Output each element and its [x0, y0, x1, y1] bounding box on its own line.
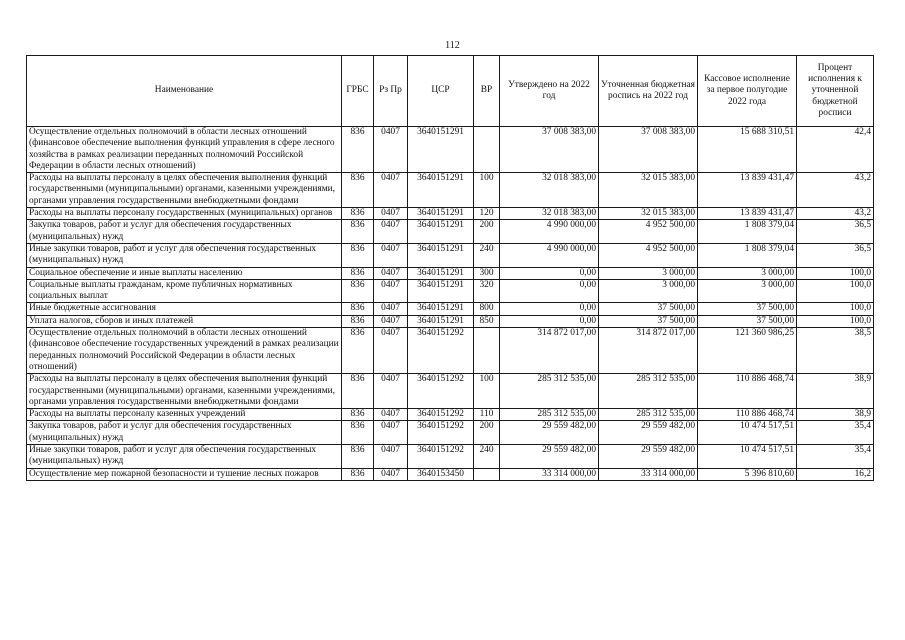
cell-cash: 13 839 431,47	[698, 208, 797, 220]
table-row	[27, 267, 874, 279]
cell-csr: 3640151291	[408, 303, 474, 315]
cell-csr: 3640151291	[408, 173, 474, 208]
cell-csr: 3640151292	[408, 421, 474, 445]
table-row	[27, 445, 874, 469]
table-row	[27, 421, 874, 445]
cell-approved: 285 312 535,00	[500, 374, 599, 409]
cell-grbs: 836	[342, 127, 374, 173]
header-refined: Уточненная бюджетная роспись на 2022 год	[599, 56, 698, 127]
cell-percent: 100,0	[797, 303, 874, 315]
cell-percent: 42,4	[797, 127, 874, 173]
cell-percent: 43,2	[797, 208, 874, 220]
table-row	[27, 220, 874, 244]
cell-refined: 3 000,00	[599, 267, 698, 279]
cell-name: Уплата налогов, сборов и иных платежей	[27, 315, 342, 327]
cell-rzpr: 0407	[374, 445, 408, 469]
cell-name: Закупка товаров, работ и услуг для обеспечения государственных (муниципальных) нужд	[27, 220, 342, 244]
cell-csr: 3640151291	[408, 243, 474, 267]
cell-vr: 110	[474, 409, 500, 421]
cell-cash: 15 688 310,51	[698, 127, 797, 173]
cell-vr: 320	[474, 279, 500, 303]
cell-name: Иные закупки товаров, работ и услуг для обеспечения государственных (муниципальных) нужд	[27, 243, 342, 267]
cell-rzpr: 0407	[374, 409, 408, 421]
cell-cash: 110 886 468,74	[698, 409, 797, 421]
cell-percent: 36,5	[797, 243, 874, 267]
cell-grbs: 836	[342, 374, 374, 409]
cell-cash: 3 000,00	[698, 279, 797, 303]
cell-refined: 37 008 383,00	[599, 127, 698, 173]
table-row	[27, 279, 874, 303]
cell-cash: 110 886 468,74	[698, 374, 797, 409]
cell-vr: 200	[474, 220, 500, 244]
cell-refined: 29 559 482,00	[599, 421, 698, 445]
cell-refined: 4 952 500,00	[599, 220, 698, 244]
cell-refined: 285 312 535,00	[599, 374, 698, 409]
cell-rzpr: 0407	[374, 267, 408, 279]
cell-percent: 100,0	[797, 315, 874, 327]
cell-refined: 37 500,00	[599, 315, 698, 327]
header-csr: ЦСР	[408, 56, 474, 127]
cell-percent: 43,2	[797, 173, 874, 208]
cell-approved: 285 312 535,00	[500, 409, 599, 421]
cell-approved: 32 018 383,00	[500, 208, 599, 220]
cell-csr: 3640151291	[408, 315, 474, 327]
cell-refined: 32 015 383,00	[599, 208, 698, 220]
cell-grbs: 836	[342, 208, 374, 220]
cell-grbs: 836	[342, 445, 374, 469]
table-row	[27, 409, 874, 421]
cell-rzpr: 0407	[374, 374, 408, 409]
cell-vr	[474, 468, 500, 480]
cell-approved: 32 018 383,00	[500, 173, 599, 208]
cell-name: Расходы на выплаты персоналу казенных учреждений	[27, 409, 342, 421]
table-row	[27, 315, 874, 327]
cell-percent: 16,2	[797, 468, 874, 480]
cell-cash: 5 396 810,60	[698, 468, 797, 480]
cell-vr: 120	[474, 208, 500, 220]
cell-name: Расходы на выплаты персоналу в целях обеспечения выполнения функций государственными (муниципальными) органами, казенными учреждениями, органами управления государственными внебюджетными фондами	[27, 374, 342, 409]
cell-rzpr: 0407	[374, 421, 408, 445]
cell-approved: 0,00	[500, 267, 599, 279]
cell-approved: 314 872 017,00	[500, 328, 599, 374]
cell-csr: 3640151292	[408, 445, 474, 469]
cell-rzpr: 0407	[374, 208, 408, 220]
cell-grbs: 836	[342, 267, 374, 279]
cell-rzpr: 0407	[374, 127, 408, 173]
cell-csr: 3640153450	[408, 468, 474, 480]
cell-grbs: 836	[342, 409, 374, 421]
cell-approved: 29 559 482,00	[500, 445, 599, 469]
cell-percent: 38,9	[797, 409, 874, 421]
cell-percent: 38,5	[797, 328, 874, 374]
cell-rzpr: 0407	[374, 173, 408, 208]
cell-grbs: 836	[342, 468, 374, 480]
cell-rzpr: 0407	[374, 243, 408, 267]
cell-grbs: 836	[342, 303, 374, 315]
cell-cash: 13 839 431,47	[698, 173, 797, 208]
cell-rzpr: 0407	[374, 468, 408, 480]
table-row	[27, 173, 874, 208]
cell-vr: 100	[474, 374, 500, 409]
header-cash: Кассовое исполнение за первое полугодие 2022 года	[698, 56, 797, 127]
table-row	[27, 243, 874, 267]
cell-percent: 100,0	[797, 267, 874, 279]
table-row	[27, 328, 874, 374]
cell-grbs: 836	[342, 279, 374, 303]
cell-cash: 10 474 517,51	[698, 421, 797, 445]
budget-table	[26, 55, 874, 481]
cell-rzpr: 0407	[374, 279, 408, 303]
cell-cash: 1 808 379,04	[698, 220, 797, 244]
cell-percent: 100,0	[797, 279, 874, 303]
cell-cash: 37 500,00	[698, 315, 797, 327]
cell-vr: 850	[474, 315, 500, 327]
cell-grbs: 836	[342, 315, 374, 327]
cell-name: Осуществление отдельных полномочий в области лесных отношений (финансовое обеспечение выполнения функций управления в сфере лесного хозяйства в рамках реализации переданных полномочий Российской Федерации в области лесных отношений)	[27, 127, 342, 173]
cell-approved: 0,00	[500, 315, 599, 327]
cell-rzpr: 0407	[374, 315, 408, 327]
table-body	[27, 127, 874, 481]
cell-csr: 3640151291	[408, 127, 474, 173]
cell-percent: 35,4	[797, 445, 874, 469]
cell-approved: 4 990 000,00	[500, 243, 599, 267]
cell-name: Закупка товаров, работ и услуг для обеспечения государственных (муниципальных) нужд	[27, 421, 342, 445]
cell-approved: 33 314 000,00	[500, 468, 599, 480]
cell-csr: 3640151292	[408, 409, 474, 421]
cell-refined: 285 312 535,00	[599, 409, 698, 421]
cell-name: Расходы на выплаты персоналу в целях обеспечения выполнения функций государственными (муниципальными) органами, казенными учреждениями, органами управления государственными внебюджетными фондами	[27, 173, 342, 208]
cell-cash: 10 474 517,51	[698, 445, 797, 469]
cell-rzpr: 0407	[374, 328, 408, 374]
cell-refined: 314 872 017,00	[599, 328, 698, 374]
cell-csr: 3640151291	[408, 208, 474, 220]
cell-percent: 38,9	[797, 374, 874, 409]
cell-percent: 36,5	[797, 220, 874, 244]
cell-name: Социальное обеспечение и иные выплаты населению	[27, 267, 342, 279]
cell-grbs: 836	[342, 328, 374, 374]
table-row	[27, 303, 874, 315]
cell-refined: 32 015 383,00	[599, 173, 698, 208]
table-row	[27, 127, 874, 173]
table-row	[27, 208, 874, 220]
cell-refined: 4 952 500,00	[599, 243, 698, 267]
cell-cash: 1 808 379,04	[698, 243, 797, 267]
cell-name: Иные бюджетные ассигнования	[27, 303, 342, 315]
cell-grbs: 836	[342, 243, 374, 267]
cell-name: Расходы на выплаты персоналу государственных (муниципальных) органов	[27, 208, 342, 220]
cell-vr: 100	[474, 173, 500, 208]
cell-csr: 3640151291	[408, 279, 474, 303]
cell-vr: 800	[474, 303, 500, 315]
cell-vr	[474, 127, 500, 173]
header-approved: Утверждено на 2022 год	[500, 56, 599, 127]
header-row	[27, 56, 874, 127]
cell-refined: 3 000,00	[599, 279, 698, 303]
header-grbs: ГРБС	[342, 56, 374, 127]
cell-percent: 35,4	[797, 421, 874, 445]
cell-vr: 240	[474, 445, 500, 469]
cell-name: Осуществление отдельных полномочий в области лесных отношений (финансовое обеспечение государственных учреждений в рамках реализации переданных полномочий Российской Федерации в области лесных отношений)	[27, 328, 342, 374]
cell-cash: 3 000,00	[698, 267, 797, 279]
cell-refined: 33 314 000,00	[599, 468, 698, 480]
cell-cash: 37 500,00	[698, 303, 797, 315]
cell-grbs: 836	[342, 421, 374, 445]
cell-approved: 4 990 000,00	[500, 220, 599, 244]
cell-vr: 200	[474, 421, 500, 445]
header-vr: ВР	[474, 56, 500, 127]
cell-vr	[474, 328, 500, 374]
cell-approved: 0,00	[500, 279, 599, 303]
cell-csr: 3640151292	[408, 374, 474, 409]
table-row	[27, 468, 874, 480]
cell-approved: 37 008 383,00	[500, 127, 599, 173]
cell-refined: 37 500,00	[599, 303, 698, 315]
cell-approved: 0,00	[500, 303, 599, 315]
header-name: Наименование	[27, 56, 342, 127]
cell-name: Иные закупки товаров, работ и услуг для обеспечения государственных (муниципальных) нужд	[27, 445, 342, 469]
cell-approved: 29 559 482,00	[500, 421, 599, 445]
cell-name: Осуществление мер пожарной безопасности и тушение лесных пожаров	[27, 468, 342, 480]
page-number: 112	[445, 40, 460, 51]
cell-refined: 29 559 482,00	[599, 445, 698, 469]
cell-grbs: 836	[342, 173, 374, 208]
cell-csr: 3640151291	[408, 220, 474, 244]
cell-cash: 121 360 986,25	[698, 328, 797, 374]
table-row	[27, 374, 874, 409]
cell-csr: 3640151292	[408, 328, 474, 374]
cell-name: Социальные выплаты гражданам, кроме публичных нормативных социальных выплат	[27, 279, 342, 303]
cell-grbs: 836	[342, 220, 374, 244]
cell-vr: 240	[474, 243, 500, 267]
header-percent: Процент исполнения к уточненной бюджетной росписи	[797, 56, 874, 127]
cell-rzpr: 0407	[374, 220, 408, 244]
cell-csr: 3640151291	[408, 267, 474, 279]
cell-rzpr: 0407	[374, 303, 408, 315]
header-rzpr: Рз Пр	[374, 56, 408, 127]
cell-vr: 300	[474, 267, 500, 279]
